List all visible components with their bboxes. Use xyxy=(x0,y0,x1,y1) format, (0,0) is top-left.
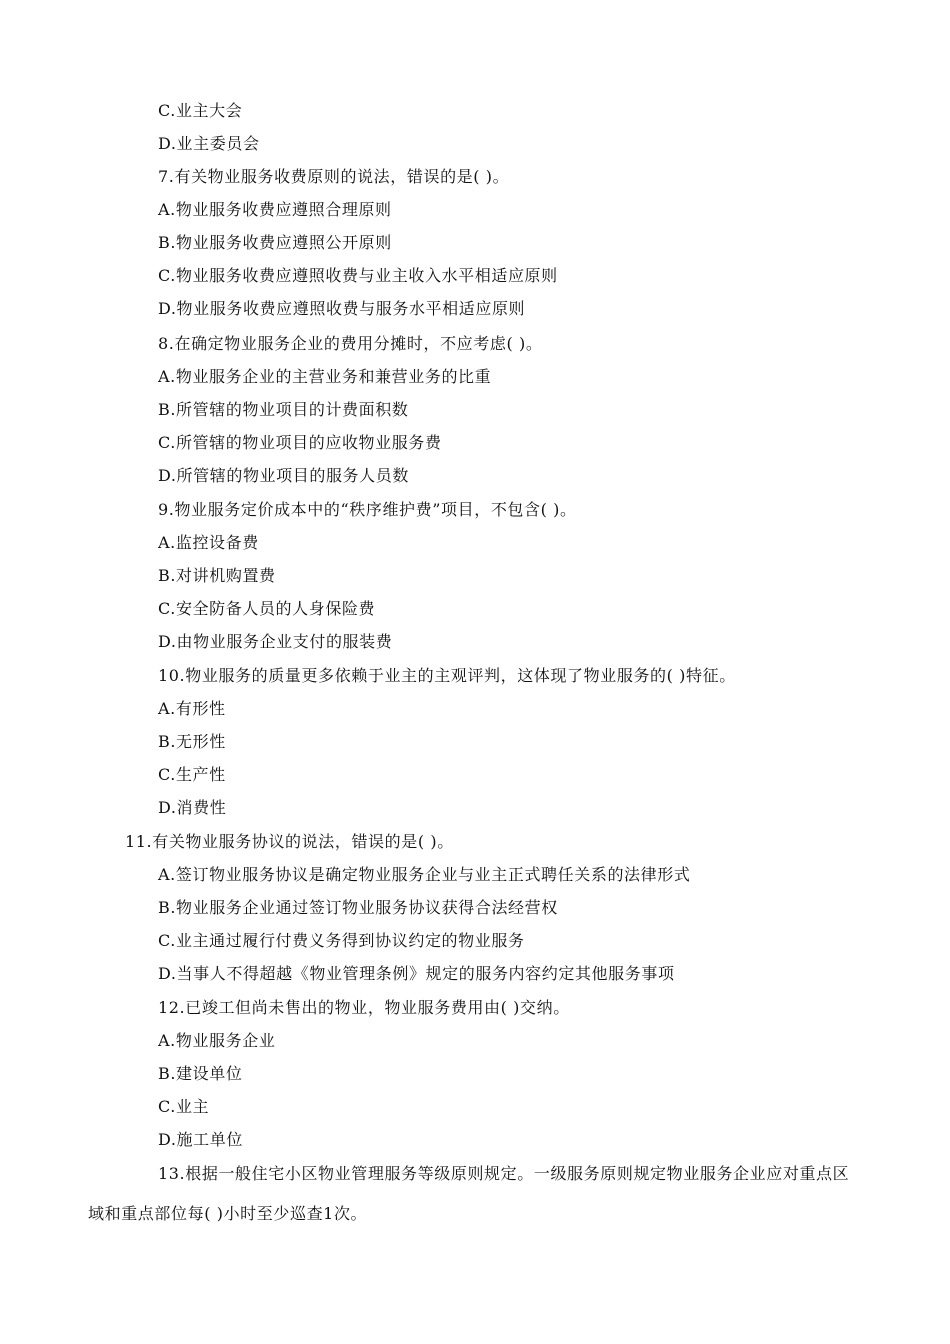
question-9-option-d: D.由物业服务企业支付的服装费 xyxy=(158,632,393,651)
question-8-option-c: C.所管辖的物业项目的应收物业服务费 xyxy=(158,433,442,452)
question-11-option-a: A.签订物业服务协议是确定物业服务企业与业主正式聘任关系的法律形式 xyxy=(158,865,691,884)
question-10: 10.物业服务的质量更多依赖于业主的主观评判，这体现了物业服务的( )特征。 xyxy=(158,666,736,685)
question-10-option-d: D.消费性 xyxy=(158,798,227,817)
question-9-option-b: B.对讲机购置费 xyxy=(158,566,276,585)
question-9-option-c: C.安全防备人员的人身保险费 xyxy=(158,599,376,618)
question-7: 7.有关物业服务收费原则的说法，错误的是( )。 xyxy=(158,167,510,186)
question-9: 9.物业服务定价成本中的“秩序维护费”项目，不包含( )。 xyxy=(158,500,577,519)
question-13-continuation: 域和重点部位每( )小时至少巡查1次。 xyxy=(88,1204,368,1223)
question-11-option-b: B.物业服务企业通过签订物业服务协议获得合法经营权 xyxy=(158,898,558,917)
question-13: 13.根据一般住宅小区物业管理服务等级原则规定。一级服务原则规定物业服务企业应对重点区 xyxy=(158,1164,850,1183)
question-10-option-b: B.无形性 xyxy=(158,732,226,751)
question-12: 12.已竣工但尚未售出的物业，物业服务费用由( )交纳。 xyxy=(158,998,570,1017)
question-8-option-a: A.物业服务企业的主营业务和兼营业务的比重 xyxy=(158,367,492,386)
question-12-option-d: D.施工单位 xyxy=(158,1130,243,1149)
question-11: 11.有关物业服务协议的说法，错误的是( )。 xyxy=(125,832,454,851)
question-10-option-c: C.生产性 xyxy=(158,765,226,784)
question-12-option-a: A.物业服务企业 xyxy=(158,1031,276,1050)
question-7-option-d: D.物业服务收费应遵照收费与服务水平相适应原则 xyxy=(158,299,526,318)
question-7-option-b: B.物业服务收费应遵照公开原则 xyxy=(158,233,392,252)
question-9-option-a: A.监控设备费 xyxy=(158,533,259,552)
question-11-option-c: C.业主通过履行付费义务得到协议约定的物业服务 xyxy=(158,931,525,950)
question-7-option-c: C.物业服务收费应遵照收费与业主收入水平相适应原则 xyxy=(158,266,558,285)
question-8: 8.在确定物业服务企业的费用分摊时，不应考虑( )。 xyxy=(158,334,543,353)
question-11-option-d: D.当事人不得超越《物业管理条例》规定的服务内容约定其他服务事项 xyxy=(158,964,675,983)
question-12-option-b: B.建设单位 xyxy=(158,1064,243,1083)
option-d-owners-committee: D.业主委员会 xyxy=(158,134,260,153)
question-12-option-c: C.业主 xyxy=(158,1097,210,1116)
question-7-option-a: A.物业服务收费应遵照合理原则 xyxy=(158,200,392,219)
option-c-owners-assembly: C.业主大会 xyxy=(158,101,243,120)
question-10-option-a: A.有形性 xyxy=(158,699,226,718)
question-8-option-d: D.所管辖的物业项目的服务人员数 xyxy=(158,466,409,485)
question-8-option-b: B.所管辖的物业项目的计费面积数 xyxy=(158,400,409,419)
